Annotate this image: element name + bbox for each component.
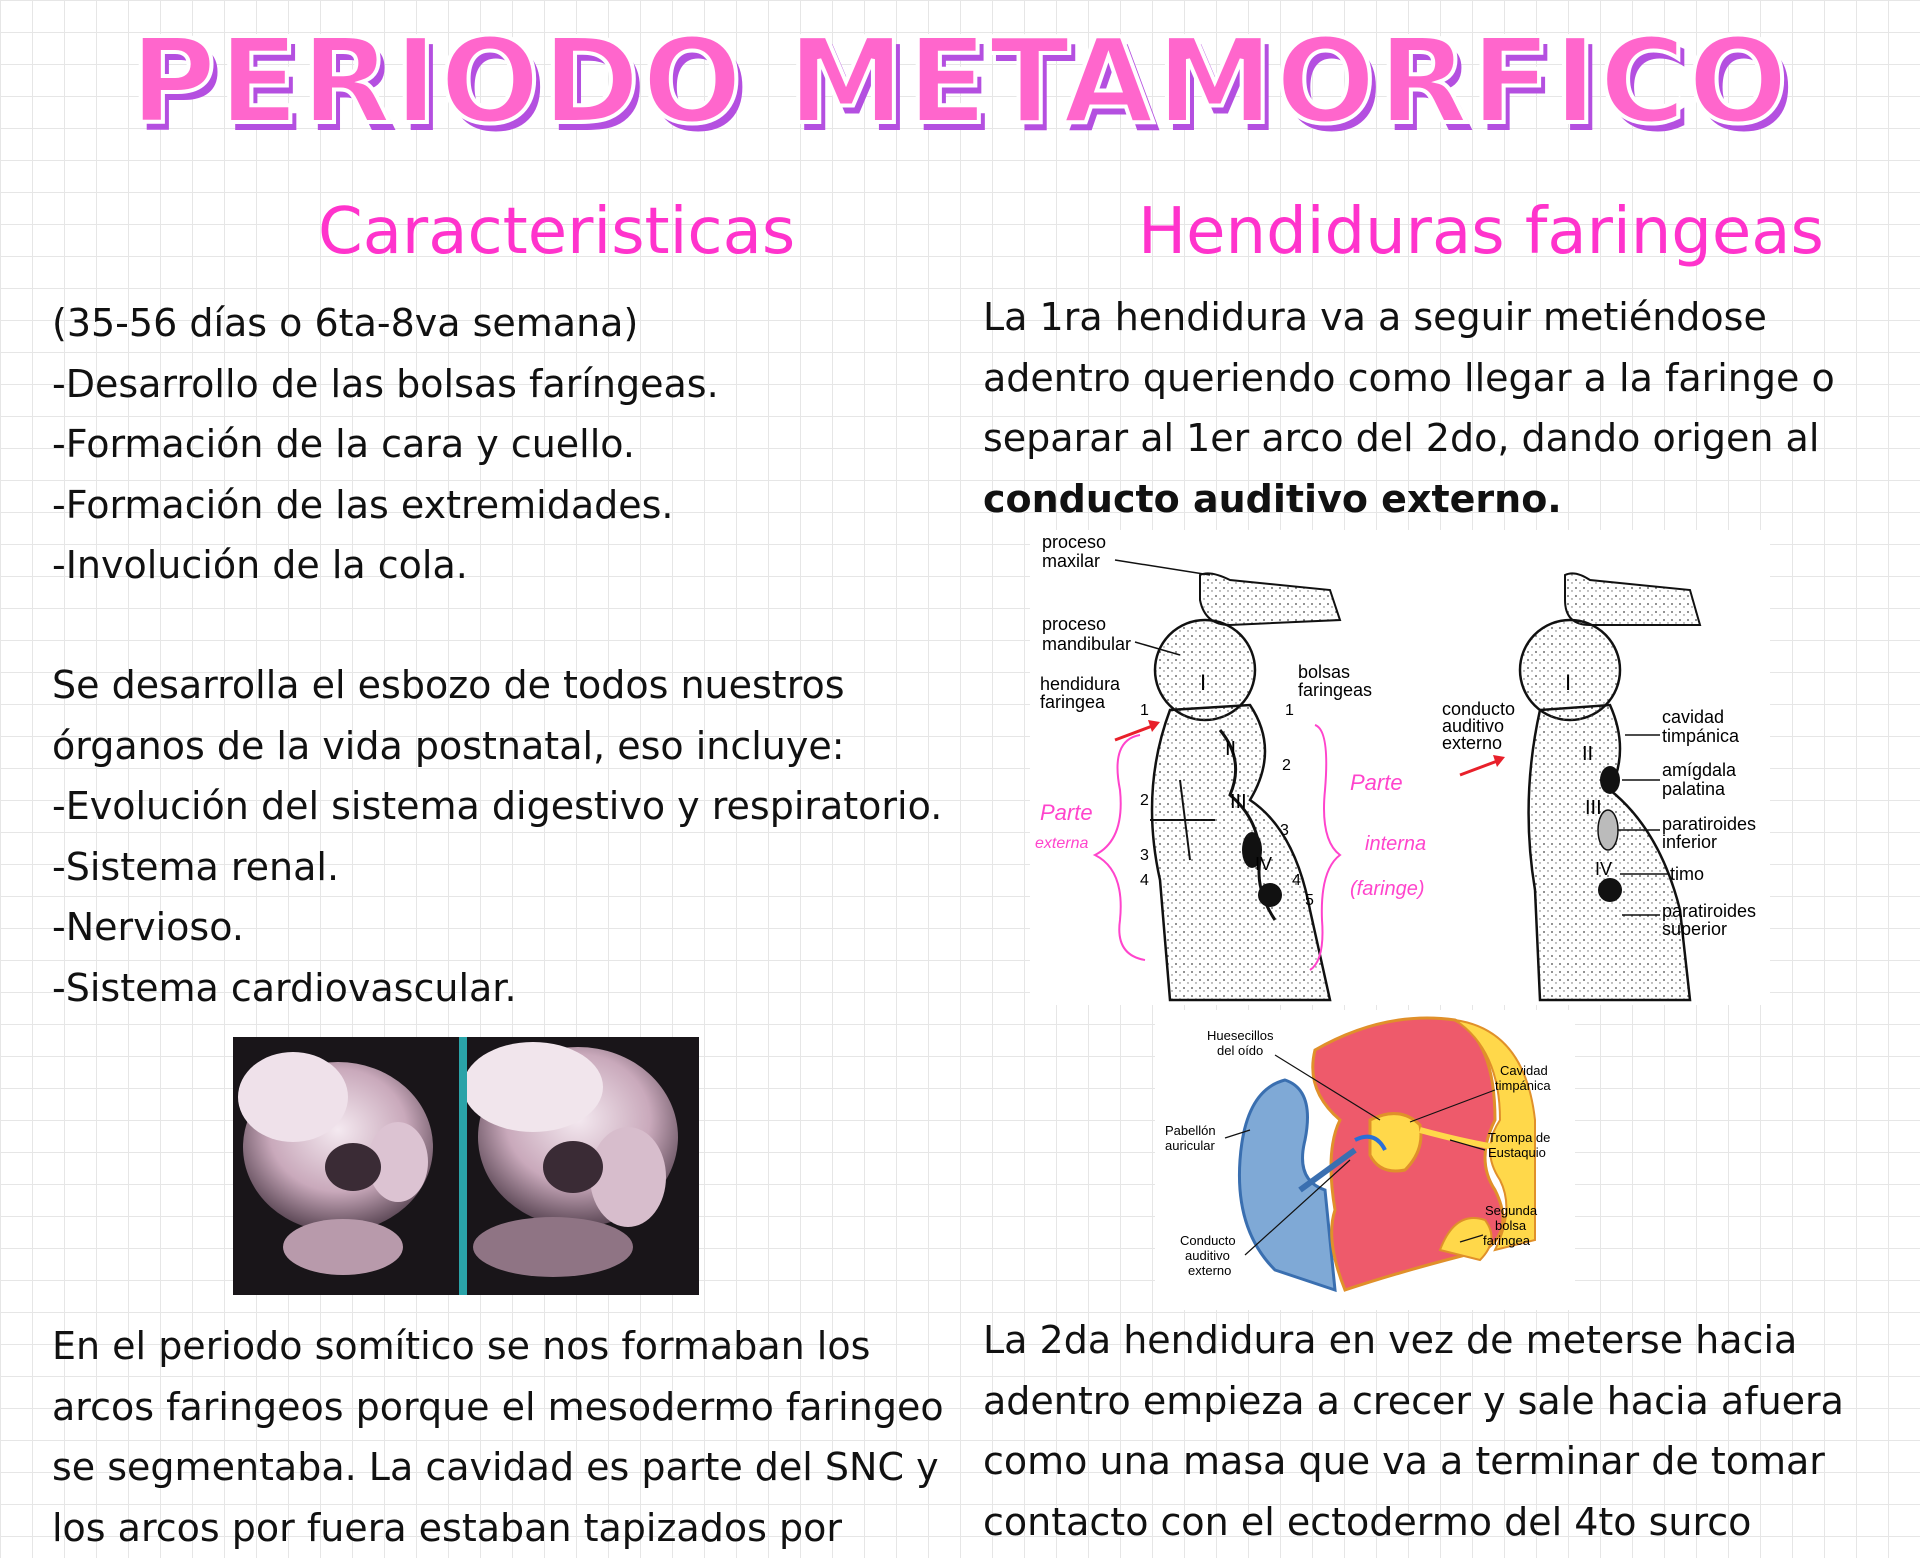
pharyngeal-arches-drawing [1030, 530, 1770, 1005]
label-cavidad-timpanica: timpánica [1662, 726, 1740, 746]
label-pabellon: Pabellón [1165, 1123, 1216, 1138]
label-segunda-bolsa: bolsa [1495, 1218, 1527, 1233]
label-cavidad-timpanica: cavidad [1662, 707, 1724, 727]
somitic-line: se segmentaba. La cavidad es parte del SNC y [52, 1437, 944, 1498]
organs-line: órganos de la vida postnatal, eso incluye: [52, 716, 942, 777]
intro-list [52, 293, 719, 596]
first-cleft-line: La 1ra hendidura va a seguir metiéndose [983, 287, 1835, 348]
second-cleft-paragraph [983, 1310, 1844, 1552]
intro-line: -Desarrollo de las bolsas faríngeas. [52, 354, 719, 415]
label-conducto-auditivo: auditivo [1442, 716, 1504, 736]
pouch-number: 5 [1305, 892, 1314, 909]
organs-line: -Evolución del sistema digestivo y respiratorio. [52, 776, 942, 837]
label-huesecillos: del oído [1217, 1043, 1263, 1058]
organs-line: -Nervioso. [52, 897, 942, 958]
pharyngeal-arches-diagram [1030, 530, 1770, 1005]
label-proceso-maxilar: maxilar [1042, 551, 1100, 571]
label-proceso-maxilar: proceso [1042, 532, 1106, 552]
pouch-number: 1 [1285, 702, 1294, 719]
label-conducto-auditivo: conducto [1442, 699, 1515, 719]
cleft-number: 4 [1140, 872, 1149, 889]
label-amigdala: palatina [1662, 779, 1726, 799]
cleft-number: 2 [1140, 792, 1149, 809]
somitic-line: En el periodo somítico se nos formaban los [52, 1316, 944, 1377]
pouch-number: 4 [1292, 872, 1301, 889]
arch-label: III [1230, 791, 1247, 813]
label-segunda-bolsa: Segunda [1485, 1203, 1538, 1218]
label-pabellon: auricular [1165, 1138, 1216, 1153]
intro-line: -Formación de la cara y cuello. [52, 414, 719, 475]
cleft-number: 1 [1140, 702, 1149, 719]
right-heading: Hendiduras faringeas [1138, 195, 1824, 269]
label-trompa: Eustaquio [1488, 1145, 1546, 1160]
handwritten-parte-interna: (faringe) [1350, 878, 1424, 900]
arch-label: IV [1595, 859, 1612, 879]
somitic-line: arcos faringeos porque el mesodermo faringeo [52, 1377, 944, 1438]
arch-label: II [1225, 738, 1236, 760]
pouch-number: 3 [1280, 822, 1289, 839]
second-cleft-line: contacto con el ectodermo del 4to surco [983, 1492, 1844, 1553]
label-paratiroides-inferior: paratiroides [1662, 814, 1756, 834]
arch-label: III [1585, 797, 1602, 819]
label-hendidura: faringea [1040, 692, 1106, 712]
arch-label: IV [1255, 854, 1272, 874]
label-conducto: Conducto [1180, 1233, 1236, 1248]
label-amigdala: amígdala [1662, 760, 1737, 780]
intro-line: -Formación de las extremidades. [52, 475, 719, 536]
handwritten-parte-externa: externa [1035, 835, 1088, 852]
pouch-number: 2 [1282, 757, 1291, 774]
label-paratiroides-superior: paratiroides [1662, 901, 1756, 921]
label-paratiroides-inferior: inferior [1662, 832, 1717, 852]
arch-label: I [1565, 670, 1571, 695]
handwritten-parte-externa: Parte [1040, 800, 1093, 825]
label-cavidad: Cavidad [1500, 1063, 1548, 1078]
ear-diagram [1155, 1010, 1575, 1310]
label-conducto-auditivo: externo [1442, 733, 1502, 753]
label-proceso-mandibular: mandibular [1042, 634, 1131, 654]
cleft-number: 3 [1140, 847, 1149, 864]
arch-label: I [1200, 670, 1206, 695]
embryo-photo-illustration [233, 1037, 699, 1295]
ear-drawing [1155, 1010, 1575, 1310]
label-hendidura: hendidura [1040, 674, 1121, 694]
intro-line: -Involución de la cola. [52, 535, 719, 596]
label-bolsas: bolsas [1298, 662, 1350, 682]
second-cleft-line: como una masa que va a terminar de tomar [983, 1431, 1844, 1492]
somitic-paragraph [52, 1316, 944, 1558]
label-proceso-mandibular: proceso [1042, 614, 1106, 634]
first-cleft-paragraph [983, 287, 1835, 529]
first-cleft-bold-line: conducto auditivo externo. [983, 469, 1835, 530]
label-bolsas: faringeas [1298, 680, 1372, 700]
second-cleft-line: La 2da hendidura en vez de meterse hacia [983, 1310, 1844, 1371]
label-cavidad: timpánica [1495, 1078, 1551, 1093]
somitic-line: los arcos por fuera estaban tapizados por [52, 1498, 944, 1558]
page-title: PERIODO METAMORFICO [0, 12, 1920, 150]
second-cleft-line: adentro empieza a crecer y sale hacia afuera [983, 1371, 1844, 1432]
organs-list [52, 655, 942, 1018]
label-segunda-bolsa: faringea [1483, 1233, 1531, 1248]
organs-line: -Sistema cardiovascular. [52, 958, 942, 1019]
left-heading: Caracteristicas [318, 195, 795, 269]
label-huesecillos: Huesecillos [1207, 1028, 1274, 1043]
first-cleft-line: separar al 1er arco del 2do, dando origen al [983, 408, 1835, 469]
organs-line: Se desarrolla el esbozo de todos nuestros [52, 655, 942, 716]
label-timo: timo [1670, 864, 1704, 884]
handwritten-parte-interna: Parte [1350, 770, 1403, 795]
embryo-photo [233, 1037, 699, 1295]
organs-line: -Sistema renal. [52, 837, 942, 898]
label-paratiroides-superior: superior [1662, 919, 1727, 939]
label-trompa: Trompa de [1488, 1130, 1550, 1145]
label-conducto: auditivo [1185, 1248, 1230, 1263]
intro-line: (35-56 días o 6ta-8va semana) [52, 293, 719, 354]
first-cleft-line: adentro queriendo como llegar a la faringe o [983, 348, 1835, 409]
handwritten-parte-interna: interna [1365, 833, 1426, 855]
label-conducto: externo [1188, 1263, 1231, 1278]
arch-label: II [1582, 743, 1593, 765]
